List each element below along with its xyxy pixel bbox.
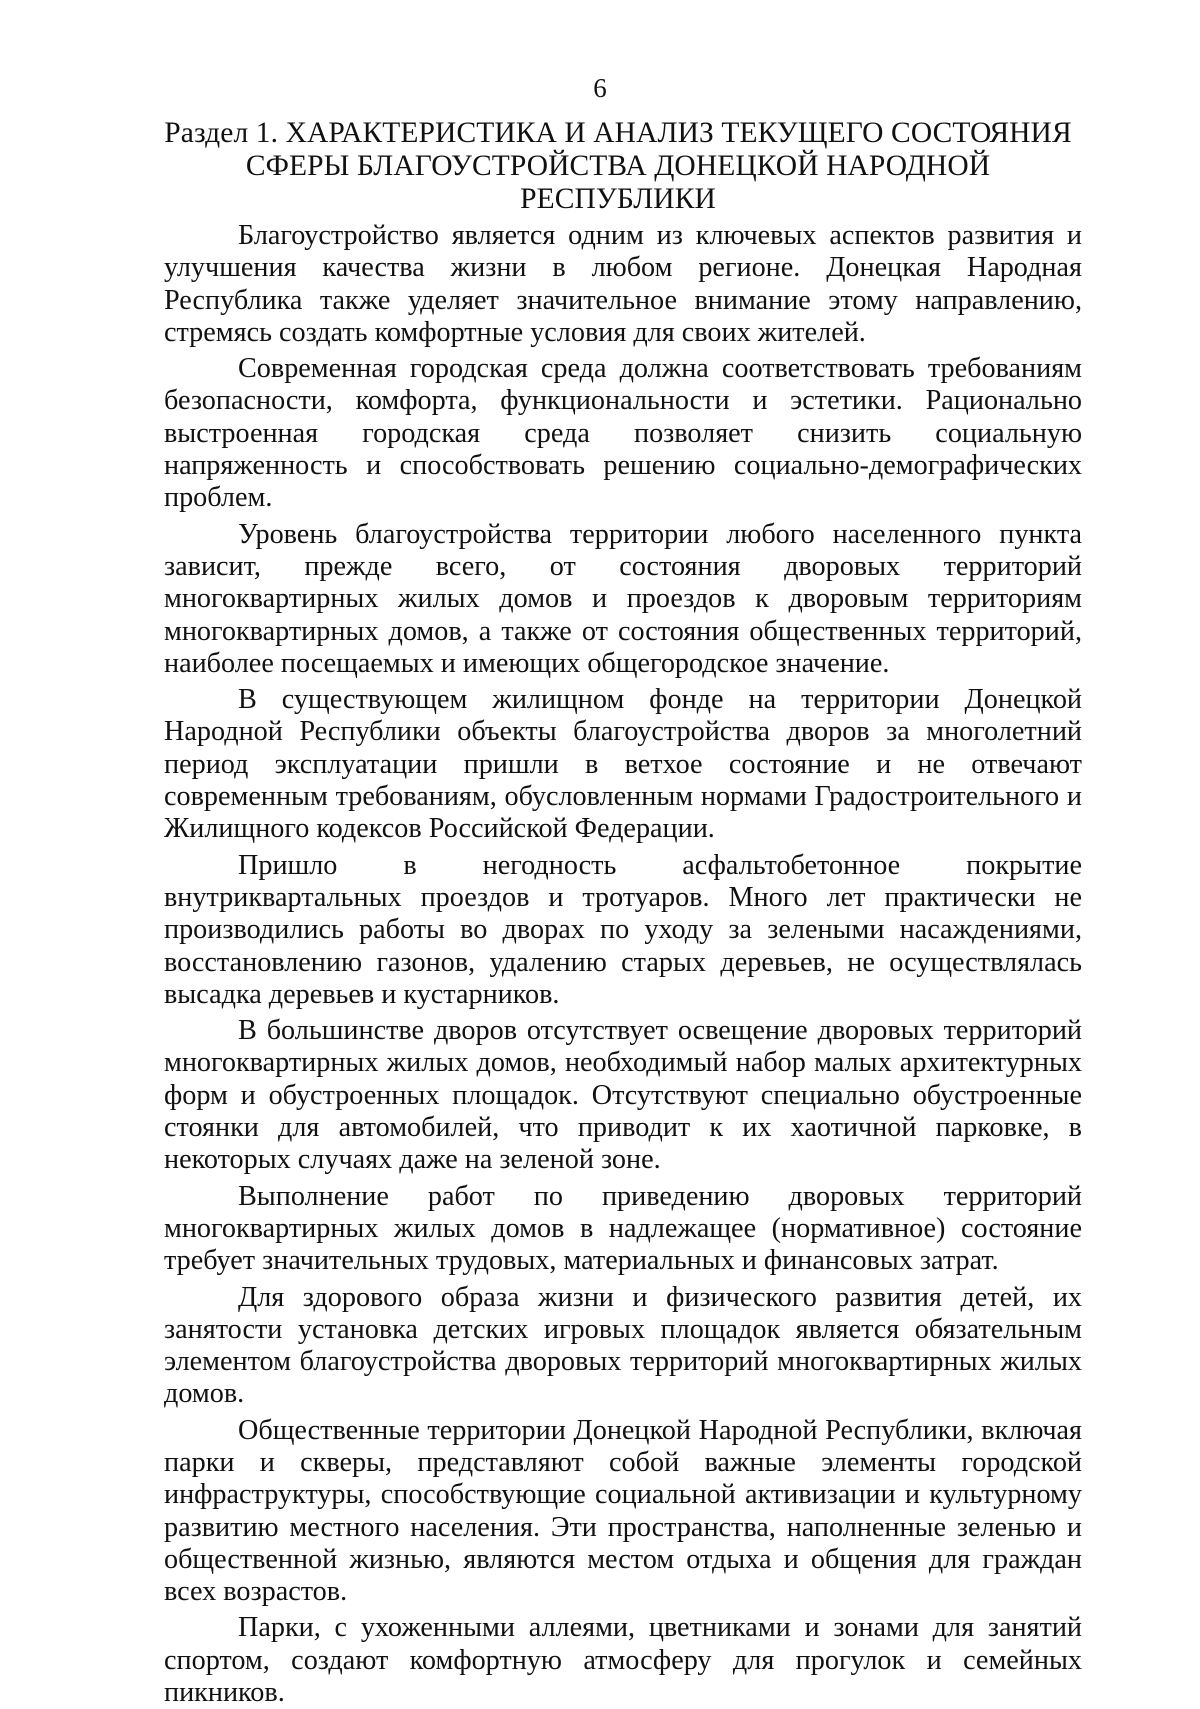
paragraph: Выполнение работ по приведению дворовых территорий многоквартирных жилых домов в надлежащее (нормативное) состояние требует значительных трудовых, материальных и финансовых затрат. [164, 1180, 1082, 1277]
section-title-line-2: СФЕРЫ БЛАГОУСТРОЙСТВА ДОНЕЦКОЙ НАРОДНОЙ РЕСПУБЛИКИ [245, 150, 991, 215]
body-text [164, 220, 1082, 1709]
paragraph: Современная городская среда должна соответствовать требованиям безопасности, комфорта, функциональности и эстетики. Рационально выстроенная городская среда позволяет снизить социальную напряженность и способствовать решению социально-демографических проблем. [164, 353, 1082, 514]
page-number: 6 [593, 73, 607, 103]
paragraph: Уровень благоустройства территории любого населенного пункта зависит, прежде всего, от состояния дворовых территорий многоквартирных жилых домов и проездов к дворовым территориям многоквартирных домов, а также от состояния общественных территорий, наиболее посещаемых и имеющих общегородское значение. [164, 518, 1082, 679]
paragraph: Общественные территории Донецкой Народной Республики, включая парки и скверы, представляют собой важные элементы городской инфраструктуры, способствующие социальной активизации и культурному развитию местного населения. Эти пространства, наполненные зеленью и общественной жизнью, являются местом отдыха и общения для граждан всех возрастов. [164, 1414, 1082, 1608]
paragraph: Благоустройство является одним из ключевых аспектов развития и улучшения качества жизни в любом регионе. Донецкая Народная Республика также уделяет значительное внимание этому направлению, стремясь создать комфортные условия для своих жителей. [164, 220, 1082, 348]
paragraph: Пришло в негодность асфальтобетонное покрытие внутриквартальных проездов и тротуаров. Много лет практически не производились работы во дворах по уходу за зелеными насаждениями, восстановлению газонов, удалению старых деревьев, не осуществлялась высадка деревьев и кустарников. [164, 849, 1082, 1010]
paragraph: Парки, с ухоженными аллеями, цветниками и зонами для занятий спортом, создают комфортную атмосферу для прогулок и семейных пикников. [164, 1612, 1082, 1709]
paragraph: В большинстве дворов отсутствует освещение дворовых территорий многоквартирных жилых домов, необходимый набор малых архитектурных форм и обустроенных площадок. Отсутствуют специально обустроенные стоянки для автомобилей, что приводит к их хаотичной парковке, в некоторых случаях даже на зеленой зоне. [164, 1015, 1082, 1176]
section-title-line-1: Раздел 1. ХАРАКТЕРИСТИКА И АНАЛИЗ ТЕКУЩЕГО СОСТОЯНИЯ [164, 117, 1072, 149]
paragraph: В существующем жилищном фонде на территории Донецкой Народной Республики объекты благоустройства дворов за многолетний период эксплуатации пришли в ветхое состояние и не отвечают современным требованиям, обусловленным нормами Градостроительного и Жилищного кодексов Российской Федерации. [164, 684, 1082, 845]
section-title [150, 117, 1086, 216]
paragraph: Для здорового образа жизни и физического развития детей, их занятости установка детских игровых площадок является обязательным элементом благоустройства дворовых территорий многоквартирных жилых домов. [164, 1281, 1082, 1410]
